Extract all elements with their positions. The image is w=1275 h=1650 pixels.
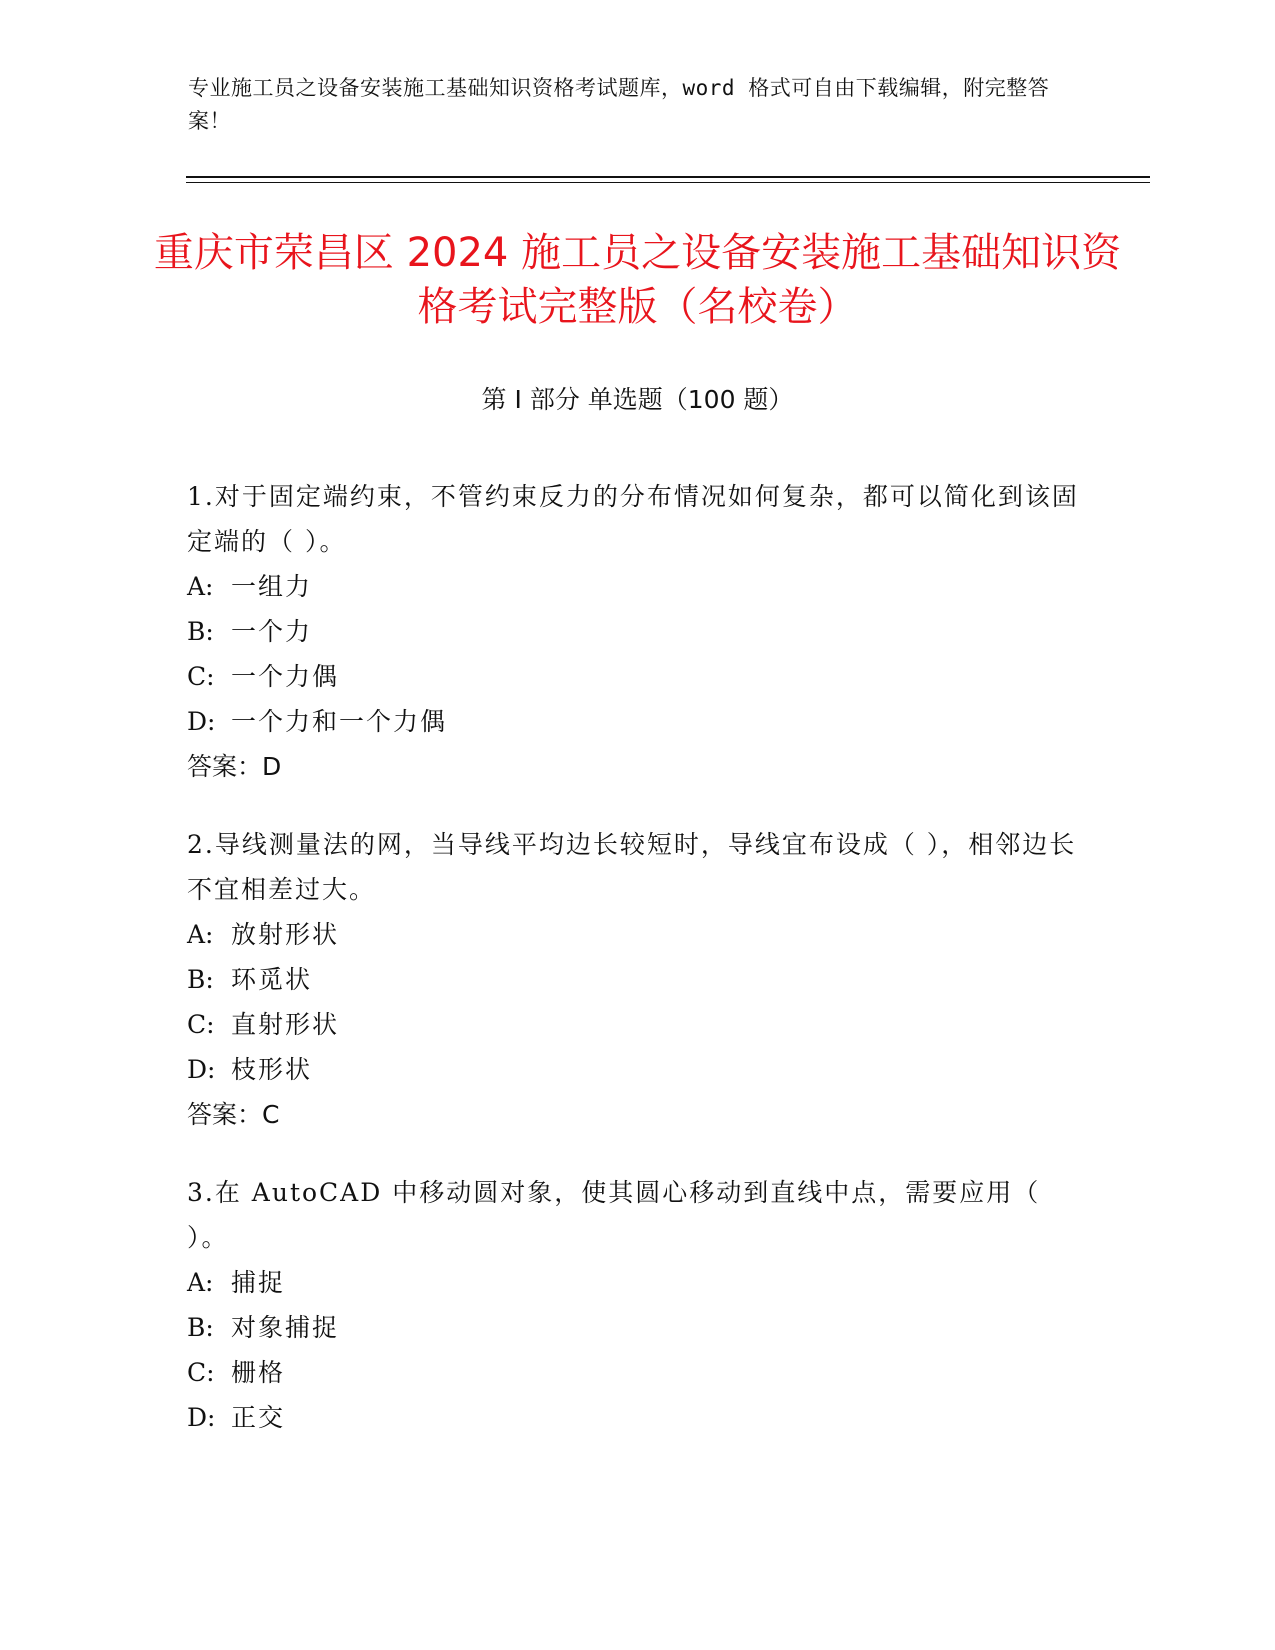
- option-b: [187, 1305, 1087, 1350]
- option-text: 一个力偶: [231, 662, 340, 691]
- option-key: B:: [187, 965, 214, 994]
- option-key: C:: [187, 662, 215, 691]
- option-key: C:: [187, 1010, 215, 1039]
- option-key: A:: [187, 1268, 214, 1297]
- question-1: [187, 474, 1087, 789]
- option-c: [187, 1350, 1087, 1395]
- option-text: 栅格: [231, 1358, 286, 1387]
- option-c: [187, 654, 1087, 699]
- header-note: 专业施工员之设备安装施工基础知识资格考试题库，word 格式可自由下载编辑，附完整答案！: [188, 76, 1050, 133]
- option-text: 正交: [231, 1403, 286, 1432]
- option-d: [187, 1047, 1087, 1092]
- option-key: B:: [187, 617, 214, 646]
- option-a: [187, 1260, 1087, 1305]
- header-divider-thick: [186, 176, 1150, 178]
- option-text: 捕捉: [231, 1268, 286, 1297]
- option-text: 一个力: [231, 617, 313, 646]
- option-key: B:: [187, 1313, 214, 1342]
- question-stem: 2.导线测量法的网，当导线平均边长较短时，导线宜布设成（ ），相邻边长不宜相差过大。: [187, 830, 1077, 904]
- header-divider-thin: [186, 182, 1150, 183]
- question-list: [187, 474, 1087, 1473]
- option-text: 放射形状: [231, 920, 340, 949]
- option-text: 枝形状: [231, 1055, 313, 1084]
- option-text: 直射形状: [231, 1010, 340, 1039]
- answer-line: 答案：D: [187, 752, 282, 781]
- option-c: [187, 1002, 1087, 1047]
- option-text: 一组力: [231, 572, 313, 601]
- option-d: [187, 699, 1087, 744]
- question-2: [187, 822, 1087, 1137]
- option-a: [187, 564, 1087, 609]
- option-key: C:: [187, 1358, 215, 1387]
- option-a: [187, 912, 1087, 957]
- section-title: 第 I 部分 单选题（100 题）: [481, 385, 794, 414]
- option-text: 对象捕捉: [231, 1313, 340, 1342]
- option-b: [187, 609, 1087, 654]
- option-key: A:: [187, 920, 214, 949]
- document-title: 重庆市荣昌区 2024 施工员之设备安装施工基础知识资格考试完整版（名校卷）: [153, 230, 1122, 330]
- option-d: [187, 1395, 1087, 1440]
- option-b: [187, 957, 1087, 1002]
- question-stem: 3.在 AutoCAD 中移动圆对象，使其圆心移动到直线中点，需要应用（ ）。: [187, 1178, 1041, 1252]
- answer-line: 答案：C: [187, 1100, 280, 1129]
- option-key: D:: [187, 1055, 216, 1084]
- question-3: [187, 1170, 1087, 1440]
- option-text: 环觅状: [231, 965, 313, 994]
- option-key: D:: [187, 1403, 216, 1432]
- option-key: D:: [187, 707, 216, 736]
- option-text: 一个力和一个力偶: [231, 707, 448, 736]
- option-key: A:: [187, 572, 214, 601]
- question-stem: 1.对于固定端约束，不管约束反力的分布情况如何复杂，都可以简化到该固定端的（ ）。: [187, 482, 1079, 556]
